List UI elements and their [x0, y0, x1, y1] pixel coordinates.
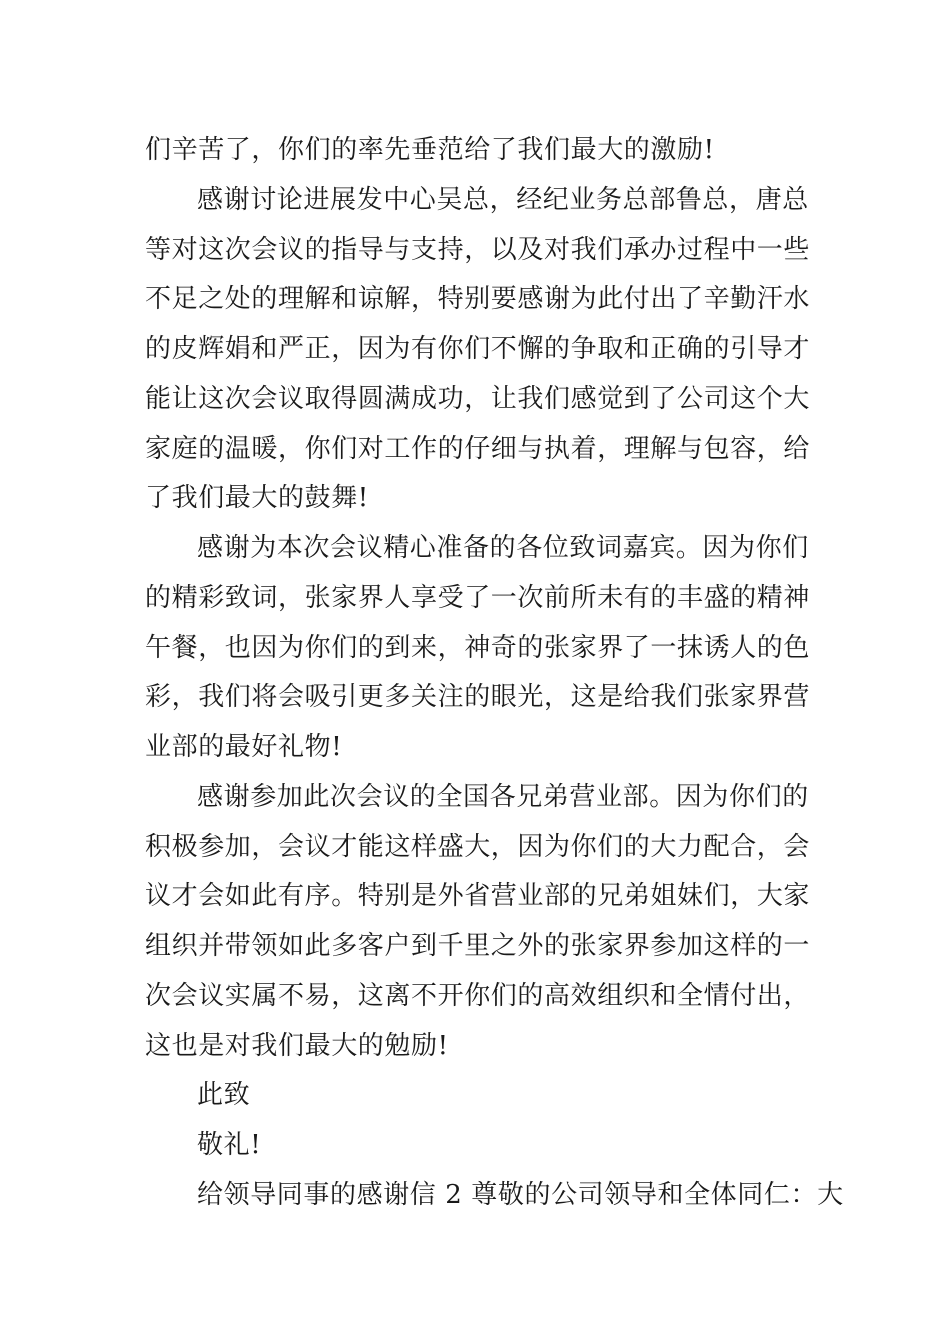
closing-salutation: 此致 — [197, 1080, 251, 1110]
text-line: 们辛苦了，你们的率先垂范给了我们最大的激励! — [145, 135, 715, 165]
paragraph-start-line: 感谢为本次会议精心准备的各位致词嘉宾。因为你们 — [197, 533, 809, 563]
text-line: 积极参加，会议才能这样盛大，因为你们的大力配合，会 — [145, 832, 811, 862]
paragraph-start-line: 感谢讨论进展发中心吴总，经纪业务总部鲁总，唐总 — [197, 185, 809, 215]
text-line: 午餐，也因为你们的到来，神奇的张家界了一抹诱人的色 — [145, 633, 811, 663]
text-line: 次会议实属不易，这离不开你们的高效组织和全情付出， — [145, 981, 811, 1011]
text-line: 的皮辉娟和严正，因为有你们不懈的争取和正确的引导才 — [145, 334, 811, 364]
next-letter-heading-line: 给领导同事的感谢信 2 尊敬的公司领导和全体同仁：大 — [197, 1180, 844, 1210]
text-line: 能让这次会议取得圆满成功，让我们感觉到了公司这个大 — [145, 384, 811, 414]
text-line: 了我们最大的鼓舞! — [145, 483, 369, 513]
text-line: 这也是对我们最大的勉励! — [145, 1031, 449, 1061]
paragraph-start-line: 感谢参加此次会议的全国各兄弟营业部。因为你们的 — [197, 782, 809, 812]
closing-regards: 敬礼! — [197, 1130, 262, 1160]
text-line: 彩，我们将会吸引更多关注的眼光，这是给我们张家界营 — [145, 682, 811, 712]
text-line: 的精彩致词，张家界人享受了一次前所未有的丰盛的精神 — [145, 583, 811, 613]
text-line: 业部的最好礼物! — [145, 732, 343, 762]
text-line: 不足之处的理解和谅解，特别要感谢为此付出了辛勤汗水 — [145, 284, 811, 314]
text-line: 家庭的温暖，你们对工作的仔细与执着，理解与包容，给 — [145, 434, 811, 464]
text-line: 组织并带领如此多客户到千里之外的张家界参加这样的一 — [145, 931, 811, 961]
text-line: 等对这次会议的指导与支持，以及对我们承办过程中一些 — [145, 235, 811, 265]
text-line: 议才会如此有序。特别是外省营业部的兄弟姐妹们，大家 — [145, 881, 811, 911]
